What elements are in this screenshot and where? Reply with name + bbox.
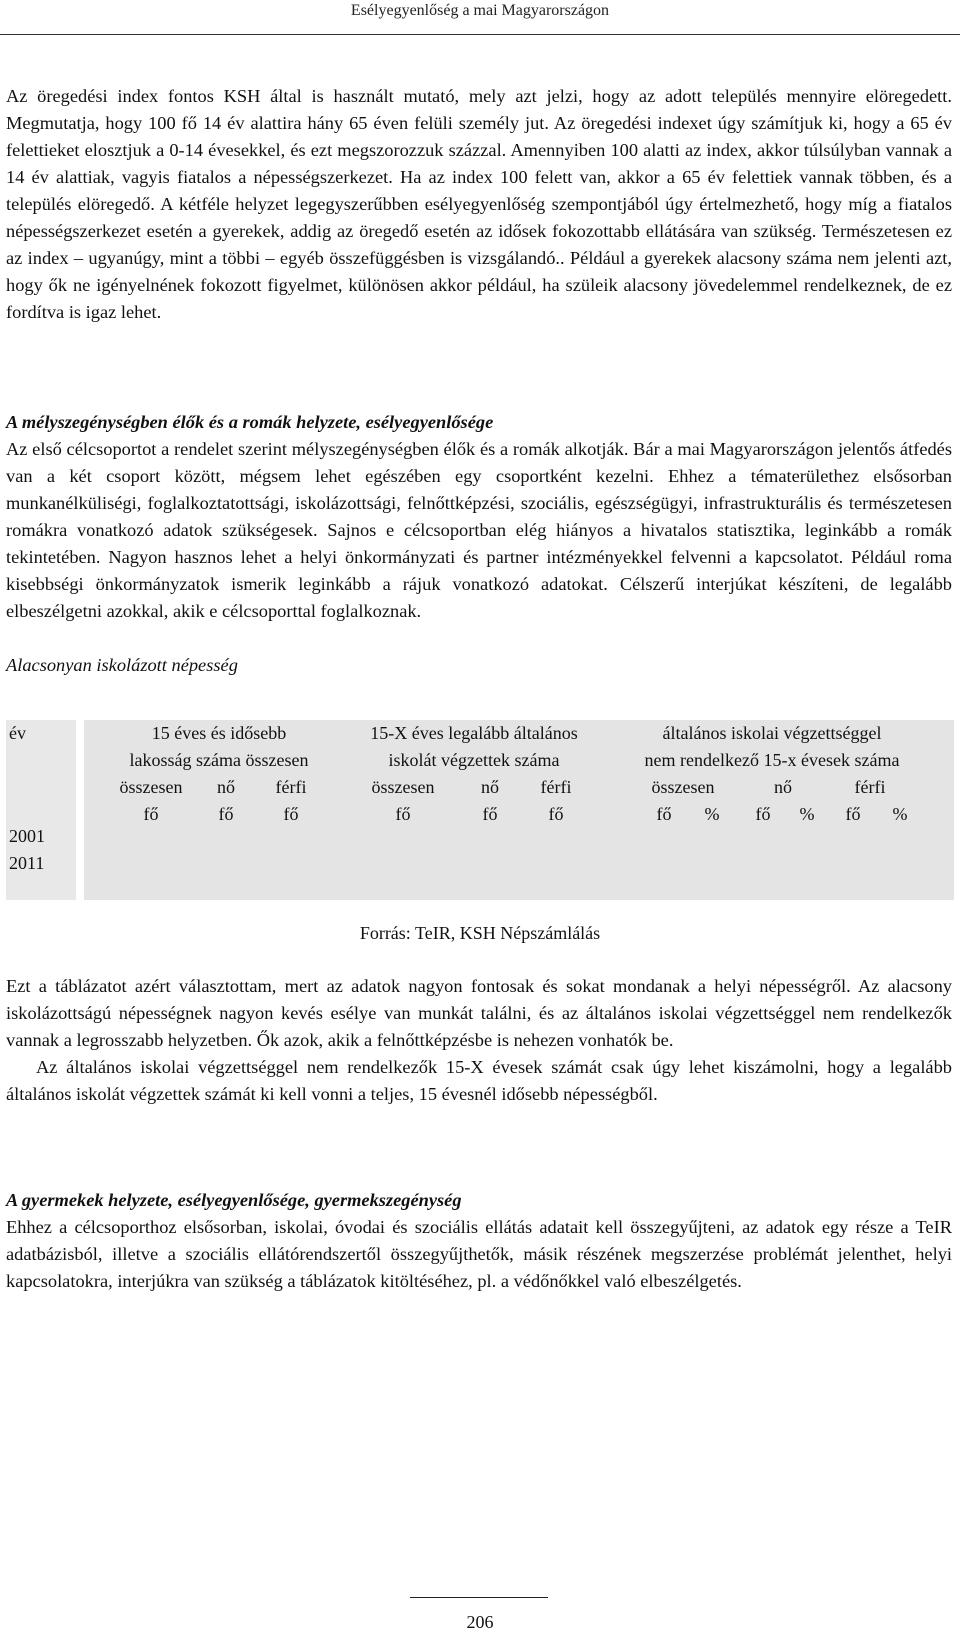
intro-paragraph: Az öregedési index fontos KSH által is használt mutató, mely azt jelzi, hogy az adott település mennyire elöregedett. Megmutatja, hogy 100 fő 14 év alattira hány 65 éven felüli személy jut. Az öregedési indexet úgy számítjuk ki, hogy a 65 év felettieket elosztjuk a 0-14 évesekkel, és ezt megszorozzuk százzal. Amennyiben 100 alatti az index, akkor túlsúlyban vannak a 14 év alattiak, vagyis fiatalos a népességszerkezet. Ha az index 100 felett van, akkor a 65 év felettiek vannak többen, és a település elöregedő. A kétféle helyzet legegyszerűbben esélyegyenlőség szempontjából úgy értelmezhető, hogy míg a fiatalos népességszerkezet esetén a gyerekek, addig az öregedő esetén az idősek fokozottabb ellátására van szükség. Természetesen ez az index – ugyanúgy, mint a többi – egyéb összefüggésben is vizsgálandó.. Például a gyerekek alacsony száma nem jelenti azt, hogy ők ne igényelnének fokozott figyelmet, különösen akkor például, ha szüleik alacsony jövedelemmel rendelkeznek, de ez fordítva is igaz lehet.	[6, 86, 952, 322]
table-source: Forrás: TeIR, KSH Népszámlálás	[359, 923, 601, 943]
unit-label: fő	[283, 804, 299, 824]
unit-label: fő	[656, 804, 672, 824]
group3-title-line2: nem rendelkező 15-x évesek száma	[644, 750, 900, 770]
explanation-paragraph-2: Az általános iskolai végzettséggel nem rendelkezők 15-X évesek számát csak úgy lehet kiszámolni, hogy a legalább általános iskolát végzettek számát ki kell vonni a teljes, 15 évesnél idősebb népességből.	[6, 1057, 952, 1104]
year-row: 2001	[9, 826, 45, 846]
column-header: nő	[774, 777, 792, 797]
table-title: Alacsonyan iskolázott népesség	[6, 655, 238, 675]
explanation-paragraph-1: Ezt a táblázatot azért választottam, mert az adatok nagyon fontosak és sokat mondanak a helyi népességről. Az alacsony iskolázottságú népességnek nagyon kevés esélye van munkát találni, és az általános iskolai végzettséggel nem rendelkezők vannak a legrosszabb helyzetben. Ők azok, akik a felnőttképzésbe is nehezen vonhatók be.	[6, 976, 952, 1050]
unit-label: fő	[218, 804, 234, 824]
column-header: összesen	[651, 777, 715, 797]
group2-title-line2: iskolát végzettek száma	[388, 750, 560, 770]
column-header: összesen	[119, 777, 183, 797]
unit-label: %	[799, 804, 815, 824]
explanation-section	[6, 973, 952, 1108]
table-data-area	[84, 720, 954, 900]
section2-heading: A gyermekek helyzete, esélyegyenlősége, gyermekszegénység	[6, 1190, 462, 1210]
unit-label: %	[704, 804, 720, 824]
unit-label: fő	[845, 804, 861, 824]
unit-label: %	[892, 804, 908, 824]
education-table	[6, 720, 954, 900]
table-title-block	[6, 652, 952, 679]
column-header: összesen	[371, 777, 435, 797]
unit-label: fő	[395, 804, 411, 824]
table-year-column	[6, 720, 76, 900]
group2-title-line1: 15-X éves legalább általános	[370, 723, 578, 743]
column-header: férfi	[540, 777, 572, 797]
unit-label: fő	[755, 804, 771, 824]
header-divider	[0, 34, 960, 35]
group1-title-line1: 15 éves és idősebb	[151, 723, 287, 743]
unit-label: fő	[143, 804, 159, 824]
group1-title-line2: lakosság száma összesen	[129, 750, 309, 770]
column-header: nő	[481, 777, 499, 797]
running-header: Esélyegyenlőség a mai Magyarországon	[350, 2, 610, 19]
group3-title-line1: általános iskolai végzettséggel	[662, 723, 882, 743]
section2-paragraph: Ehhez a célcsoporthoz elsősorban, iskolai, óvodai és szociális ellátás adatait kell összegyűjteni, az adatok egy része a TeIR adatbázisból, illetve a szociális ellátórendszertől összegyűjthetők, másik részének megszerzése problémát jelenthet, helyi kapcsolatokra, interjúkra van szükség a táblázatok kitöltéséhez, pl. a védőnőkkel való elbeszélgetés.	[6, 1217, 952, 1291]
year-header: év	[9, 723, 26, 743]
section-children	[6, 1187, 952, 1295]
section-poverty-roma	[6, 409, 952, 625]
intro-section	[6, 83, 952, 326]
year-row: 2011	[9, 853, 45, 873]
column-header: nő	[217, 777, 235, 797]
page-number: 206	[466, 1612, 494, 1632]
unit-label: fő	[548, 804, 564, 824]
footer-divider	[410, 1597, 548, 1598]
section1-paragraph: Az első célcsoportot a rendelet szerint mélyszegénységben élők és a romák alkotják. Bár a mai Magyarországon jelentős átfedés van a két csoport között, mégsem lehet egészében egy csoportként kezelni. Ehhez a tématerülethez elsősorban munkanélküliségi, foglalkoztatottsági, iskolázottsági, felnőttképzési, szociális, egészségügyi, infrastrukturális és természetesen romákra vonatkozó adatok szükségesek. Sajnos e célcsoportban elég hiányos a hivatalos statisztika, leginkább a romák tekintetében. Nagyon hasznos lehet a helyi önkormányzati és partner intézményekkel felvenni a kapcsolatot. Például roma kisebbségi önkormányzatok ismerik leginkább a rájuk vonatkozó adatokat. Célszerű interjúkat készíteni, de legalább elbeszélgetni azokkal, akik e célcsoporttal foglalkoznak.	[6, 439, 952, 621]
unit-label: fő	[482, 804, 498, 824]
section1-heading: A mélyszegénységben élők és a romák helyzete, esélyegyenlősége	[6, 412, 494, 432]
column-header: férfi	[854, 777, 886, 797]
column-header: férfi	[275, 777, 307, 797]
